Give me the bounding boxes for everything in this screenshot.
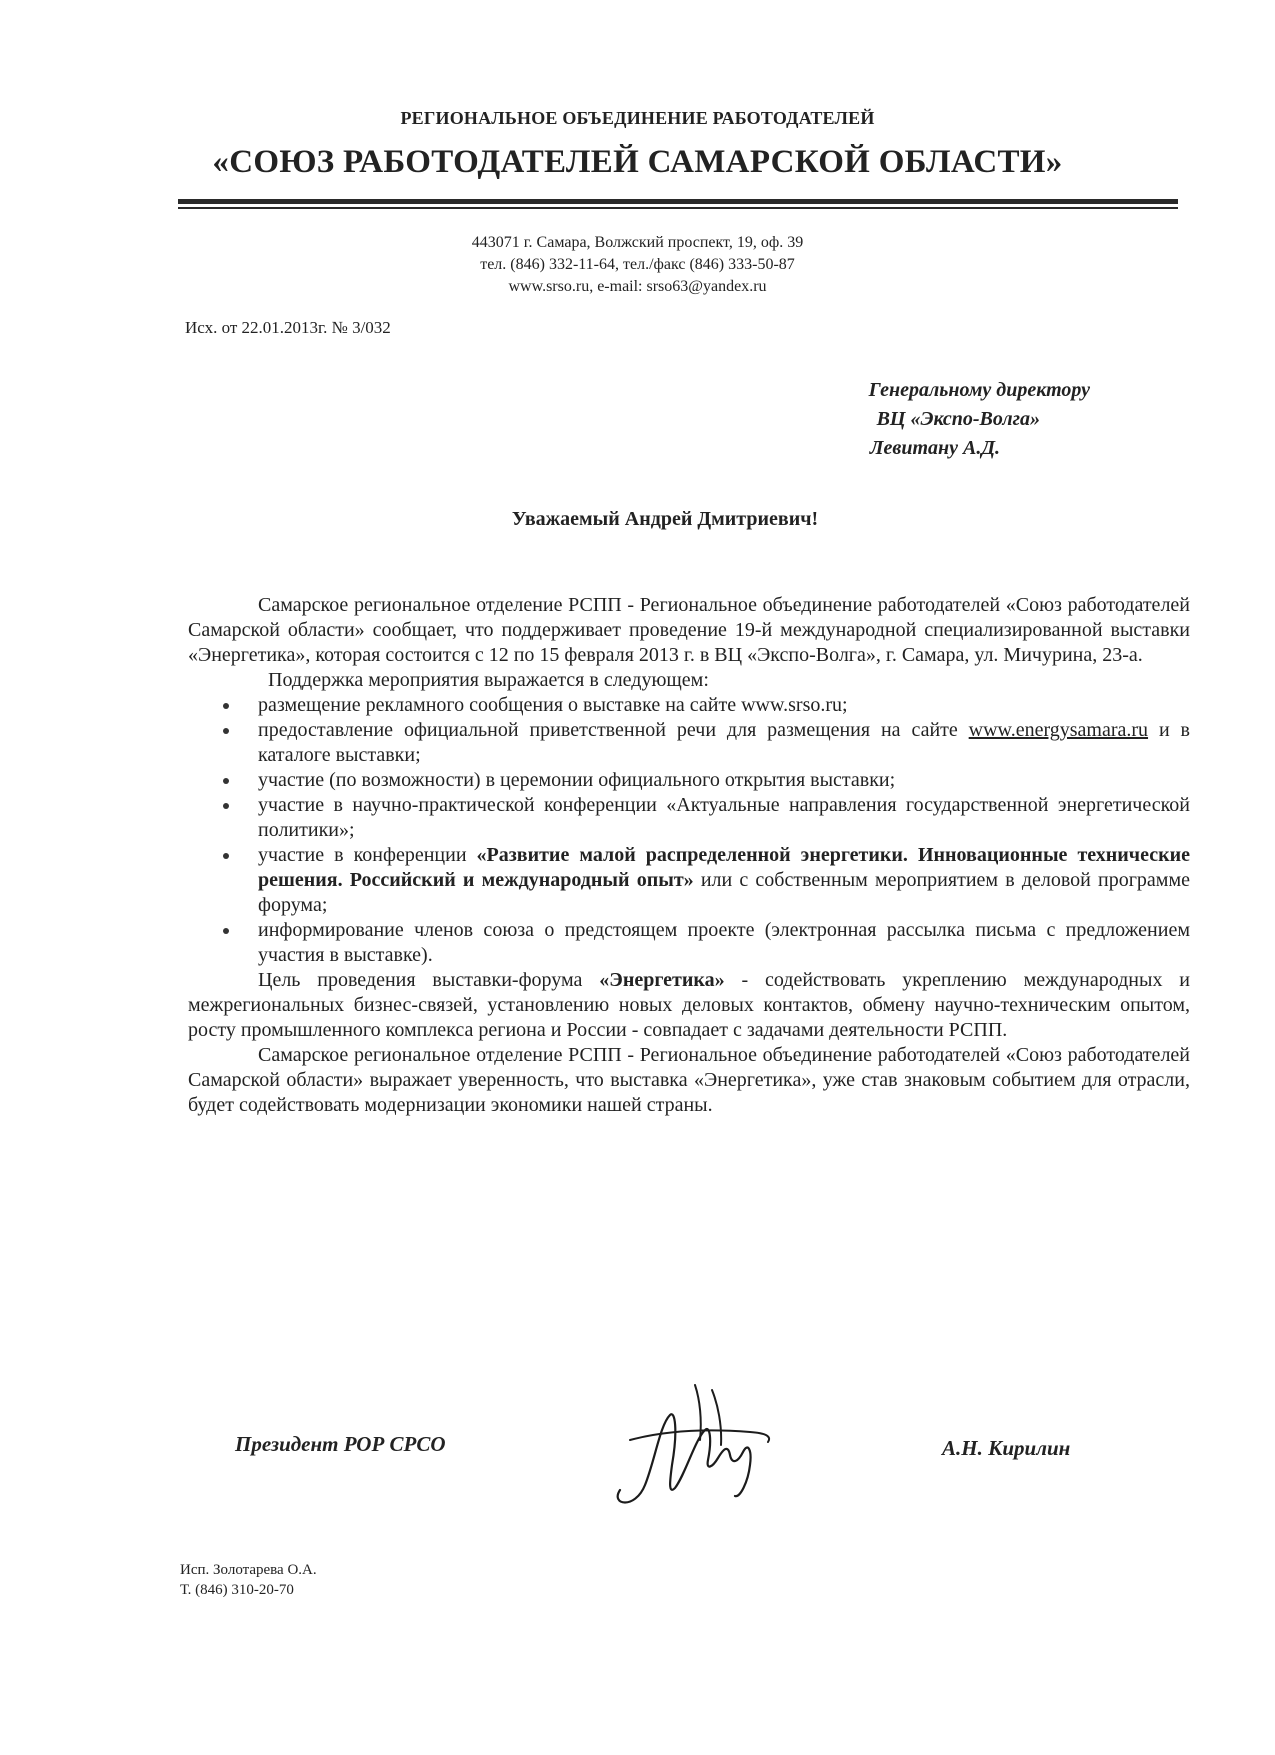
bullet-icon (223, 778, 229, 784)
list-item: информирование членов союза о предстоящем проекте (электронная рассылка письма с предложением участия в выставке). (188, 918, 1190, 968)
signatory-name: А.Н. Кирилин (942, 1436, 1071, 1460)
support-intro: Поддержка мероприятия выражается в следующем: (268, 669, 709, 691)
letter-body (188, 593, 1190, 1118)
list-item: размещение рекламного сообщения о выставке на сайте www.srso.ru; (188, 693, 1190, 718)
list-item: участие в научно-практической конференции «Актуальные направления государственной энергетической политики»; (188, 793, 1190, 843)
bullet-icon (223, 703, 229, 709)
conference-title: «Развитие малой распределенной энергетики. Инновационные технические решения. Российский и международный опыт» (258, 844, 1190, 891)
header-rule-thick (178, 199, 1178, 204)
addressee-company: ВЦ «Экспо-Волга» (876, 408, 1040, 430)
outgoing-reference: Исх. от 22.01.2013г. № 3/032 (185, 318, 391, 337)
paragraph-intro: Самарское региональное отделение РСПП - Региональное объединение работодателей «Союз работодателей Самарской области» сообщает, что поддерживает проведение 19-й международной специализированной выставки «Энергетика», которая состоится с 12 по 15 февраля 2013 г. в ВЦ «Экспо-Волга», г. Самара, ул. Мичурина, 23-а. (188, 594, 1190, 666)
org-title: «СОЮЗ РАБОТОДАТЕЛЕЙ САМАРСКОЙ ОБЛАСТИ» (212, 144, 1063, 180)
org-web: www.srso.ru, e-mail: srso63@yandex.ru (508, 278, 767, 295)
org-address: 443071 г. Самара, Волжский проспект, 19, оф. 39 (471, 234, 804, 251)
greeting: Уважаемый Андрей Дмитриевич! (511, 508, 819, 530)
handwritten-signature (600, 1370, 800, 1520)
executor-name: Исп. Золотарева О.А. (180, 1562, 317, 1578)
addressee-block (700, 376, 1090, 463)
list-item: участие (по возможности) в церемонии официального открытия выставки; (188, 768, 1190, 793)
addressee-name: Левитану А.Д. (869, 437, 1000, 459)
list-item: предоставление официальной приветственной речи для размещения на сайте www.energysamara.ru и в каталоге выставки; (188, 718, 1190, 768)
org-contacts (0, 232, 1275, 298)
bullet-icon (223, 803, 229, 809)
executor-block (180, 1560, 317, 1600)
list-item: участие в конференции «Развитие малой распределенной энергетики. Инновационные технические решения. Российский и международный опыт» или с собственным мероприятием в деловой программе форума; (188, 843, 1190, 918)
bullet-icon (223, 928, 229, 934)
header-rule-thin (178, 207, 1178, 209)
org-subtitle: РЕГИОНАЛЬНОЕ ОБЪЕДИНЕНИЕ РАБОТОДАТЕЛЕЙ (400, 108, 875, 128)
paragraph-conclusion: Самарское региональное отделение РСПП - Региональное объединение работодателей «Союз работодателей Самарской области» выражает уверенность, что выставка «Энергетика», уже став знаковым событием для отрасли, будет содействовать модернизации экономики нашей страны. (188, 1044, 1190, 1116)
bullet-icon (223, 853, 229, 859)
org-phones: тел. (846) 332-11-64, тел./факс (846) 333-50-87 (480, 256, 795, 273)
bullet-icon (223, 728, 229, 734)
addressee-position: Генеральному директору (868, 379, 1090, 401)
executor-phone: Т. (846) 310-20-70 (180, 1582, 294, 1598)
energysamara-link[interactable]: www.energysamara.ru (968, 719, 1149, 741)
exhibition-name: «Энергетика» (599, 969, 725, 991)
paragraph-goal: Цель проведения выставки-форума «Энергетика» - содействовать укреплению международных и межрегиональных бизнес-связей, установлению новых деловых контактов, обмену научно-техническим опытом, росту промышленного комплекса региона и России - совпадает с задачами деятельности РСПП. (188, 969, 1190, 1041)
support-list (188, 693, 1190, 968)
signatory-title: Президент РОР СРСО (235, 1432, 446, 1456)
